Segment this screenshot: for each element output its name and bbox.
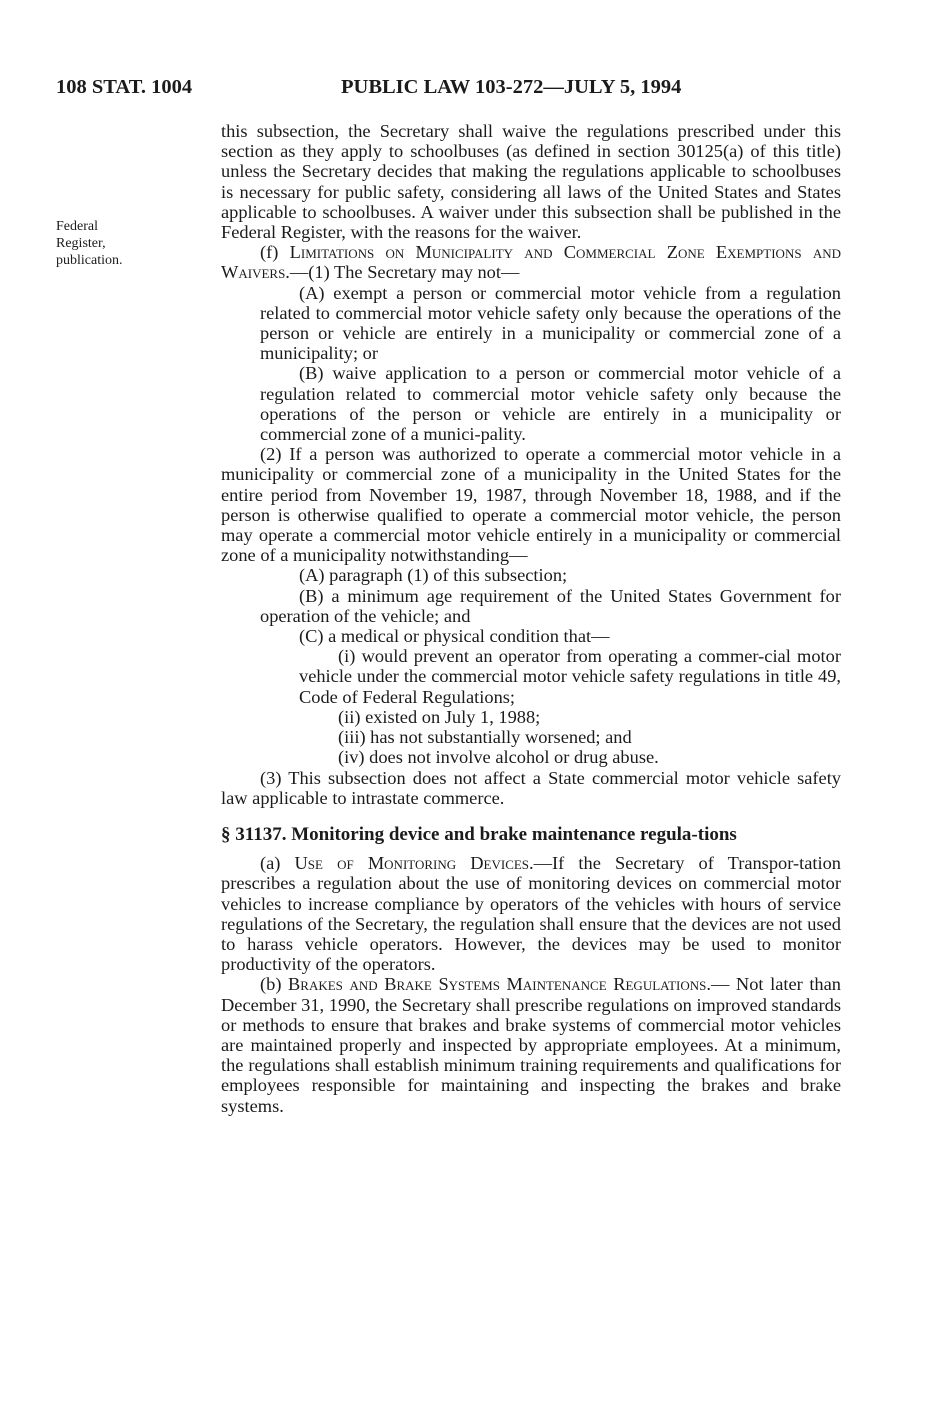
- subsection-label: (f): [260, 242, 279, 263]
- subsection-a: [221, 853, 841, 974]
- margin-note: [56, 218, 206, 269]
- clause-f2Cii: (ii) existed on July 1, 1988;: [338, 706, 541, 727]
- subsection-heading: Limitations on Municipality and Commercial Zone Exemptions and Waivers.: [221, 242, 841, 283]
- clause-f2Ci: (i) would prevent an operator from operating a commer-cial motor vehicle under the commercial motor vehicle safety regulations in title 49, Code of Federal Regulations;: [299, 646, 841, 707]
- subsection-text: — Not later than December 31, 1990, the Secretary shall prescribe regulations on improved standards or methods to ensure that brakes and brake systems of commercial motor vehicles are maintained properly and inspected by appropriate employees. At a minimum, the regulations shall establish minimum training requirements and qualifications for employees responsible for maintaining and inspecting the brakes and brake systems.: [221, 974, 841, 1116]
- clause-f2Ciii: (iii) has not substantially worsened; and: [338, 727, 632, 748]
- subsection-b: [221, 974, 841, 1115]
- clause-f1B: (B) waive application to a person or commercial motor vehicle of a regulation related to commercial motor vehicle safety only because the operations of the person or vehicle are entirely in a municipality or commercial zone of a munici-pality.: [260, 363, 841, 445]
- margin-note-line: Federal: [56, 219, 98, 234]
- clause-f2C: (C) a medical or physical condition that—: [299, 626, 610, 647]
- running-header: PUBLIC LAW 103-272—JULY 5, 1994: [341, 76, 682, 98]
- clause-f2A: (A) paragraph (1) of this subsection;: [299, 565, 568, 586]
- subsection-f: [221, 242, 841, 282]
- clause-f2B: (B) a minimum age requirement of the United States Government for operation of the vehicle; and: [260, 585, 841, 626]
- margin-note-line: publication.: [56, 253, 123, 268]
- body-text: [221, 121, 841, 1116]
- section-heading: § 31137. Monitoring device and brake maintenance regula-tions: [221, 823, 737, 845]
- paragraph-continuation: this subsection, the Secretary shall waive the regulations prescribed under this section as they apply to schoolbuses (as defined in section 30125(a) of this title) unless the Secretary decides that making the regulations applicable to schoolbuses is necessary for public safety, considering all laws of the United States and States applicable to schoolbuses. A waiver under this subsection shall be published in the Federal Register, with the reasons for the waiver.: [221, 121, 841, 243]
- subsection-label: (b): [260, 974, 282, 995]
- subsection-text: —If the Secretary of Transpor-tation prescribes a regulation about the use of monitoring devices on commercial motor vehicles to increase compliance by operators of the vehicles with hours of service regulations of the Secretary, the regulation shall ensure that the devices are not used to harass vehicle operators. However, the devices may be used to monitor productivity of the operators.: [221, 853, 841, 975]
- subsection-label: (a): [260, 853, 281, 874]
- paragraph-f2: (2) If a person was authorized to operate a commercial motor vehicle in a municipality or commercial zone of a municipality in the United States for the entire period from November 19, 1987, through November 18, 1988, and if the person is otherwise qualified to operate a commercial motor vehicle, the person may operate a commercial motor vehicle entirely in a municipality or commercial zone of a municipality notwithstanding—: [221, 444, 841, 566]
- paragraph-f3: (3) This subsection does not affect a State commercial motor vehicle safety law applicable to intrastate commerce.: [221, 767, 841, 808]
- margin-note-line: Register,: [56, 236, 106, 251]
- clause-f1A: (A) exempt a person or commercial motor vehicle from a regulation related to commercial motor vehicle safety only because the operations of the person or vehicle are entirely in a municipality or commercial zone of a municipality; or: [260, 282, 841, 364]
- clause-f2Civ: (iv) does not involve alcohol or drug abuse.: [338, 747, 659, 768]
- subsection-heading: Use of Monitoring Devices.: [294, 853, 534, 874]
- stat-page-number: 108 STAT. 1004: [56, 76, 193, 98]
- subsection-heading: Brakes and Brake Systems Maintenance Regulations.: [288, 974, 711, 995]
- subsection-text: —(1) The Secretary may not—: [289, 262, 520, 283]
